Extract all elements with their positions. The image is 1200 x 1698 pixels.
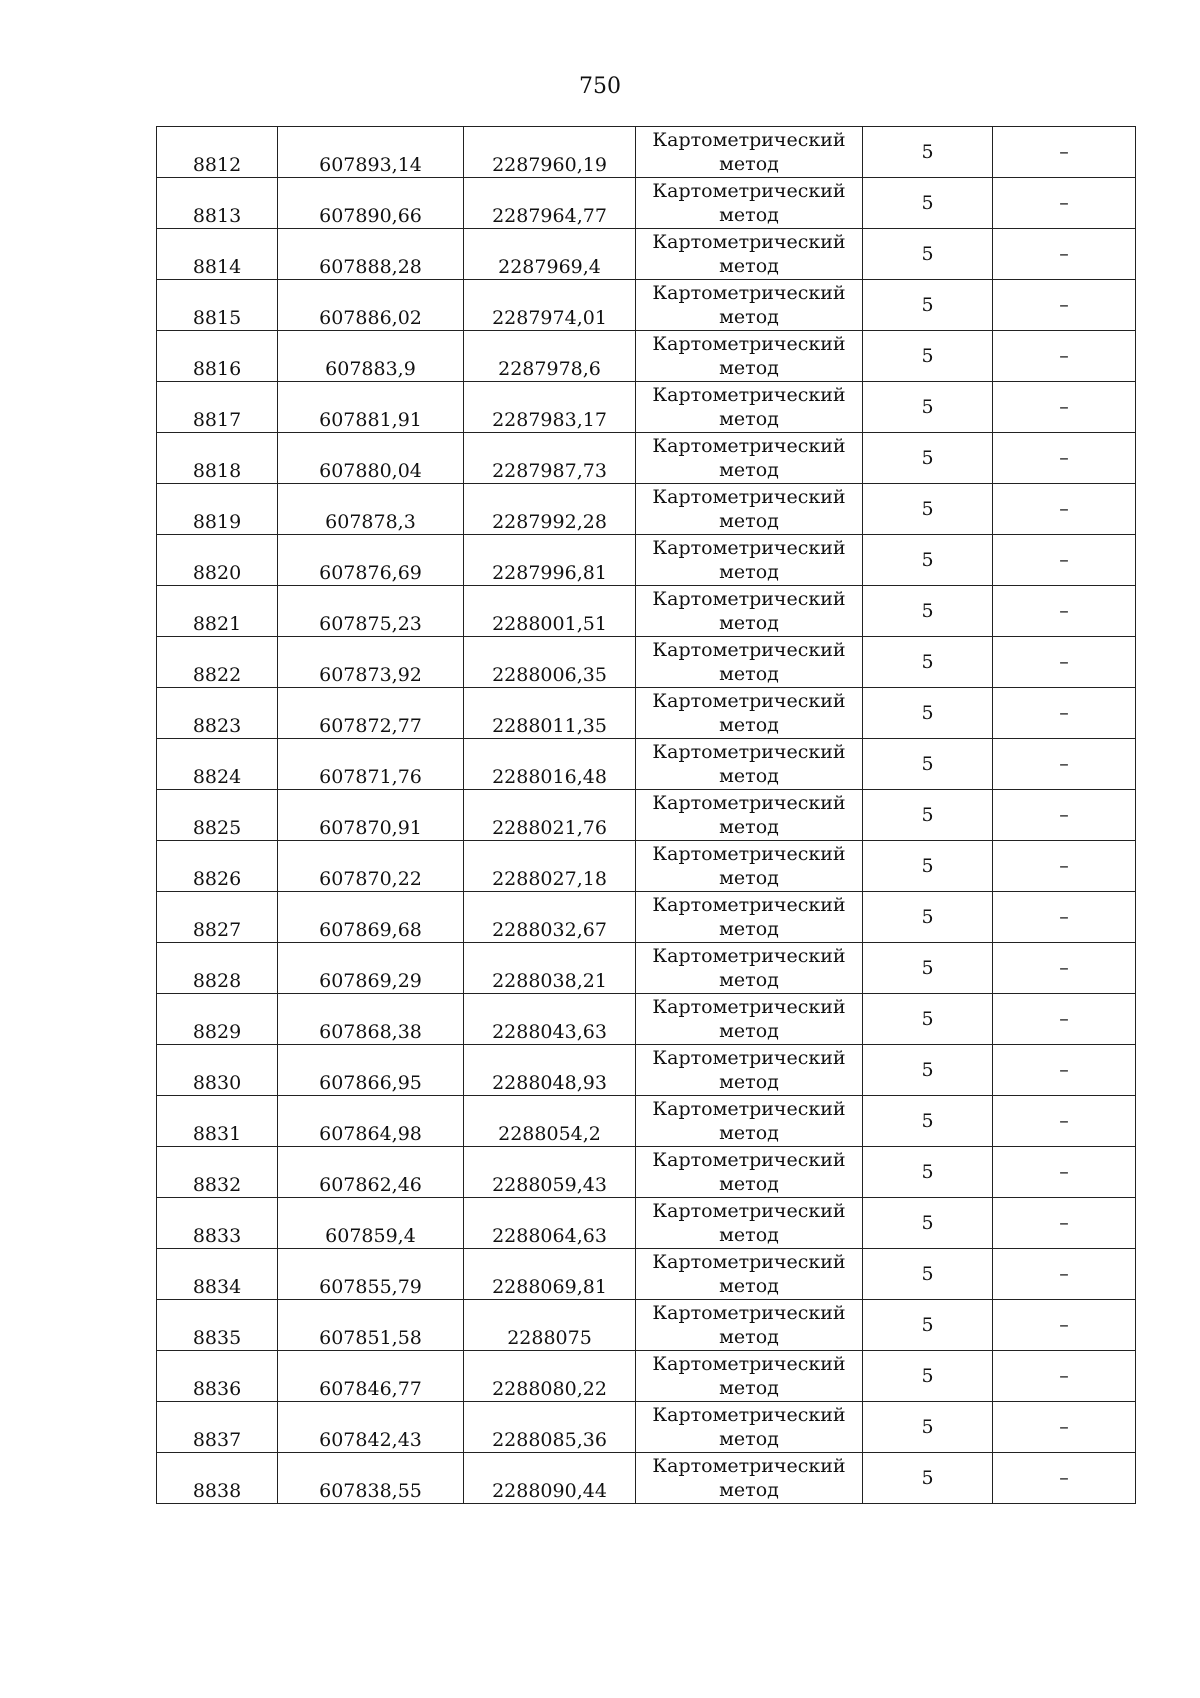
method-cell bbox=[636, 229, 863, 280]
accuracy-cell: 5 bbox=[863, 688, 993, 739]
y-coordinate-cell: 2288048,93 bbox=[464, 1045, 636, 1096]
x-coordinate-cell: 607880,04 bbox=[278, 433, 464, 484]
table-row bbox=[157, 637, 1136, 688]
table-row bbox=[157, 1351, 1136, 1402]
method-line-1: Картометрический bbox=[652, 945, 846, 967]
x-coordinate-cell: 607870,91 bbox=[278, 790, 464, 841]
x-coordinate-cell: 607893,14 bbox=[278, 127, 464, 178]
y-coordinate-cell: 2288001,51 bbox=[464, 586, 636, 637]
table-row bbox=[157, 535, 1136, 586]
x-coordinate-cell: 607881,91 bbox=[278, 382, 464, 433]
accuracy-cell: 5 bbox=[863, 1249, 993, 1300]
note-cell: – bbox=[993, 280, 1136, 331]
table-row bbox=[157, 1147, 1136, 1198]
x-coordinate-cell: 607846,77 bbox=[278, 1351, 464, 1402]
y-coordinate-cell: 2287964,77 bbox=[464, 178, 636, 229]
method-line-2: метод bbox=[719, 510, 779, 532]
accuracy-cell: 5 bbox=[863, 229, 993, 280]
x-coordinate-cell: 607851,58 bbox=[278, 1300, 464, 1351]
method-line-1: Картометрический bbox=[652, 690, 846, 712]
point-number-cell: 8817 bbox=[157, 382, 278, 433]
note-cell: – bbox=[993, 1453, 1136, 1504]
method-line-2: метод bbox=[719, 1122, 779, 1144]
point-number-cell: 8824 bbox=[157, 739, 278, 790]
y-coordinate-cell: 2288016,48 bbox=[464, 739, 636, 790]
method-cell bbox=[636, 433, 863, 484]
point-number-cell: 8820 bbox=[157, 535, 278, 586]
point-number-cell: 8826 bbox=[157, 841, 278, 892]
point-number-cell: 8835 bbox=[157, 1300, 278, 1351]
method-line-2: метод bbox=[719, 1020, 779, 1042]
method-cell bbox=[636, 1147, 863, 1198]
method-cell bbox=[636, 280, 863, 331]
method-line-2: метод bbox=[719, 306, 779, 328]
table-row bbox=[157, 1096, 1136, 1147]
table-row bbox=[157, 994, 1136, 1045]
y-coordinate-cell: 2287969,4 bbox=[464, 229, 636, 280]
coordinates-table bbox=[156, 126, 1136, 1504]
accuracy-cell: 5 bbox=[863, 637, 993, 688]
method-line-2: метод bbox=[719, 1326, 779, 1348]
method-line-1: Картометрический bbox=[652, 282, 846, 304]
method-cell bbox=[636, 1096, 863, 1147]
x-coordinate-cell: 607878,3 bbox=[278, 484, 464, 535]
accuracy-cell: 5 bbox=[863, 994, 993, 1045]
x-coordinate-cell: 607875,23 bbox=[278, 586, 464, 637]
point-number-cell: 8825 bbox=[157, 790, 278, 841]
table-row bbox=[157, 1300, 1136, 1351]
method-line-1: Картометрический bbox=[652, 1098, 846, 1120]
table-row bbox=[157, 331, 1136, 382]
y-coordinate-cell: 2287987,73 bbox=[464, 433, 636, 484]
method-line-1: Картометрический bbox=[652, 1302, 846, 1324]
y-coordinate-cell: 2288069,81 bbox=[464, 1249, 636, 1300]
accuracy-cell: 5 bbox=[863, 178, 993, 229]
x-coordinate-cell: 607872,77 bbox=[278, 688, 464, 739]
method-line-1: Картометрический bbox=[652, 741, 846, 763]
note-cell: – bbox=[993, 331, 1136, 382]
method-cell bbox=[636, 484, 863, 535]
y-coordinate-cell: 2288021,76 bbox=[464, 790, 636, 841]
point-number-cell: 8833 bbox=[157, 1198, 278, 1249]
note-cell: – bbox=[993, 178, 1136, 229]
method-line-2: метод bbox=[719, 918, 779, 940]
method-cell bbox=[636, 331, 863, 382]
accuracy-cell: 5 bbox=[863, 331, 993, 382]
note-cell: – bbox=[993, 484, 1136, 535]
accuracy-cell: 5 bbox=[863, 1300, 993, 1351]
x-coordinate-cell: 607870,22 bbox=[278, 841, 464, 892]
method-line-1: Картометрический bbox=[652, 435, 846, 457]
method-cell bbox=[636, 841, 863, 892]
table-row bbox=[157, 1249, 1136, 1300]
point-number-cell: 8823 bbox=[157, 688, 278, 739]
note-cell: – bbox=[993, 892, 1136, 943]
method-line-2: метод bbox=[719, 204, 779, 226]
accuracy-cell: 5 bbox=[863, 1198, 993, 1249]
note-cell: – bbox=[993, 1147, 1136, 1198]
y-coordinate-cell: 2288011,35 bbox=[464, 688, 636, 739]
note-cell: – bbox=[993, 535, 1136, 586]
method-line-1: Картометрический bbox=[652, 1353, 846, 1375]
method-line-2: метод bbox=[719, 1071, 779, 1093]
method-line-1: Картометрический bbox=[652, 384, 846, 406]
method-line-2: метод bbox=[719, 714, 779, 736]
note-cell: – bbox=[993, 739, 1136, 790]
method-line-2: метод bbox=[719, 1428, 779, 1450]
table-row bbox=[157, 1198, 1136, 1249]
method-cell bbox=[636, 535, 863, 586]
table-row bbox=[157, 790, 1136, 841]
method-cell bbox=[636, 739, 863, 790]
table-row bbox=[157, 739, 1136, 790]
y-coordinate-cell: 2288032,67 bbox=[464, 892, 636, 943]
note-cell: – bbox=[993, 1249, 1136, 1300]
accuracy-cell: 5 bbox=[863, 1402, 993, 1453]
note-cell: – bbox=[993, 943, 1136, 994]
accuracy-cell: 5 bbox=[863, 1453, 993, 1504]
x-coordinate-cell: 607868,38 bbox=[278, 994, 464, 1045]
table-row bbox=[157, 1045, 1136, 1096]
method-cell bbox=[636, 178, 863, 229]
x-coordinate-cell: 607883,9 bbox=[278, 331, 464, 382]
y-coordinate-cell: 2288038,21 bbox=[464, 943, 636, 994]
table-row bbox=[157, 382, 1136, 433]
x-coordinate-cell: 607864,98 bbox=[278, 1096, 464, 1147]
x-coordinate-cell: 607859,4 bbox=[278, 1198, 464, 1249]
table-row bbox=[157, 688, 1136, 739]
accuracy-cell: 5 bbox=[863, 484, 993, 535]
note-cell: – bbox=[993, 688, 1136, 739]
method-cell bbox=[636, 586, 863, 637]
note-cell: – bbox=[993, 994, 1136, 1045]
method-cell bbox=[636, 1300, 863, 1351]
method-line-2: метод bbox=[719, 255, 779, 277]
y-coordinate-cell: 2287983,17 bbox=[464, 382, 636, 433]
table-row bbox=[157, 229, 1136, 280]
note-cell: – bbox=[993, 433, 1136, 484]
note-cell: – bbox=[993, 637, 1136, 688]
point-number-cell: 8829 bbox=[157, 994, 278, 1045]
method-line-1: Картометрический bbox=[652, 588, 846, 610]
x-coordinate-cell: 607869,29 bbox=[278, 943, 464, 994]
x-coordinate-cell: 607890,66 bbox=[278, 178, 464, 229]
note-cell: – bbox=[993, 586, 1136, 637]
point-number-cell: 8827 bbox=[157, 892, 278, 943]
table-row bbox=[157, 484, 1136, 535]
point-number-cell: 8828 bbox=[157, 943, 278, 994]
method-line-1: Картометрический bbox=[652, 486, 846, 508]
point-number-cell: 8831 bbox=[157, 1096, 278, 1147]
method-cell bbox=[636, 1045, 863, 1096]
table-row bbox=[157, 841, 1136, 892]
method-cell bbox=[636, 892, 863, 943]
method-cell bbox=[636, 637, 863, 688]
y-coordinate-cell: 2288080,22 bbox=[464, 1351, 636, 1402]
note-cell: – bbox=[993, 1198, 1136, 1249]
note-cell: – bbox=[993, 1045, 1136, 1096]
method-cell bbox=[636, 1351, 863, 1402]
point-number-cell: 8836 bbox=[157, 1351, 278, 1402]
x-coordinate-cell: 607866,95 bbox=[278, 1045, 464, 1096]
method-line-1: Картометрический bbox=[652, 129, 846, 151]
accuracy-cell: 5 bbox=[863, 1045, 993, 1096]
method-cell bbox=[636, 1198, 863, 1249]
y-coordinate-cell: 2287992,28 bbox=[464, 484, 636, 535]
point-number-cell: 8818 bbox=[157, 433, 278, 484]
table-row bbox=[157, 280, 1136, 331]
method-line-2: метод bbox=[719, 969, 779, 991]
note-cell: – bbox=[993, 1096, 1136, 1147]
accuracy-cell: 5 bbox=[863, 841, 993, 892]
method-line-2: метод bbox=[719, 765, 779, 787]
table-row bbox=[157, 586, 1136, 637]
method-line-2: метод bbox=[719, 459, 779, 481]
accuracy-cell: 5 bbox=[863, 790, 993, 841]
accuracy-cell: 5 bbox=[863, 382, 993, 433]
note-cell: – bbox=[993, 382, 1136, 433]
table-row bbox=[157, 943, 1136, 994]
method-line-2: метод bbox=[719, 561, 779, 583]
method-line-1: Картометрический bbox=[652, 537, 846, 559]
note-cell: – bbox=[993, 1351, 1136, 1402]
method-cell bbox=[636, 1453, 863, 1504]
table-row bbox=[157, 178, 1136, 229]
method-cell bbox=[636, 1249, 863, 1300]
method-cell bbox=[636, 382, 863, 433]
accuracy-cell: 5 bbox=[863, 739, 993, 790]
method-line-1: Картометрический bbox=[652, 1047, 846, 1069]
method-line-1: Картометрический bbox=[652, 996, 846, 1018]
y-coordinate-cell: 2287978,6 bbox=[464, 331, 636, 382]
method-line-1: Картометрический bbox=[652, 1404, 846, 1426]
x-coordinate-cell: 607862,46 bbox=[278, 1147, 464, 1198]
x-coordinate-cell: 607838,55 bbox=[278, 1453, 464, 1504]
accuracy-cell: 5 bbox=[863, 1096, 993, 1147]
method-line-1: Картометрический bbox=[652, 180, 846, 202]
accuracy-cell: 5 bbox=[863, 1147, 993, 1198]
method-line-2: метод bbox=[719, 1173, 779, 1195]
method-line-2: метод bbox=[719, 1479, 779, 1501]
method-line-2: метод bbox=[719, 153, 779, 175]
method-line-2: метод bbox=[719, 408, 779, 430]
table-row bbox=[157, 1402, 1136, 1453]
y-coordinate-cell: 2288043,63 bbox=[464, 994, 636, 1045]
y-coordinate-cell: 2287974,01 bbox=[464, 280, 636, 331]
point-number-cell: 8834 bbox=[157, 1249, 278, 1300]
table-row bbox=[157, 892, 1136, 943]
accuracy-cell: 5 bbox=[863, 943, 993, 994]
point-number-cell: 8838 bbox=[157, 1453, 278, 1504]
method-line-1: Картометрический bbox=[652, 1149, 846, 1171]
note-cell: – bbox=[993, 841, 1136, 892]
x-coordinate-cell: 607871,76 bbox=[278, 739, 464, 790]
table-row bbox=[157, 1453, 1136, 1504]
y-coordinate-cell: 2287960,19 bbox=[464, 127, 636, 178]
y-coordinate-cell: 2288059,43 bbox=[464, 1147, 636, 1198]
y-coordinate-cell: 2287996,81 bbox=[464, 535, 636, 586]
note-cell: – bbox=[993, 127, 1136, 178]
method-line-2: метод bbox=[719, 663, 779, 685]
method-line-1: Картометрический bbox=[652, 894, 846, 916]
method-cell bbox=[636, 688, 863, 739]
point-number-cell: 8813 bbox=[157, 178, 278, 229]
accuracy-cell: 5 bbox=[863, 280, 993, 331]
accuracy-cell: 5 bbox=[863, 535, 993, 586]
point-number-cell: 8812 bbox=[157, 127, 278, 178]
accuracy-cell: 5 bbox=[863, 1351, 993, 1402]
point-number-cell: 8832 bbox=[157, 1147, 278, 1198]
y-coordinate-cell: 2288085,36 bbox=[464, 1402, 636, 1453]
method-line-1: Картометрический bbox=[652, 333, 846, 355]
method-line-2: метод bbox=[719, 1377, 779, 1399]
method-line-2: метод bbox=[719, 612, 779, 634]
x-coordinate-cell: 607876,69 bbox=[278, 535, 464, 586]
method-line-1: Картометрический bbox=[652, 1200, 846, 1222]
x-coordinate-cell: 607869,68 bbox=[278, 892, 464, 943]
x-coordinate-cell: 607842,43 bbox=[278, 1402, 464, 1453]
y-coordinate-cell: 2288064,63 bbox=[464, 1198, 636, 1249]
accuracy-cell: 5 bbox=[863, 586, 993, 637]
y-coordinate-cell: 2288075 bbox=[464, 1300, 636, 1351]
y-coordinate-cell: 2288027,18 bbox=[464, 841, 636, 892]
method-line-1: Картометрический bbox=[652, 231, 846, 253]
method-line-1: Картометрический bbox=[652, 843, 846, 865]
note-cell: – bbox=[993, 790, 1136, 841]
method-cell bbox=[636, 790, 863, 841]
x-coordinate-cell: 607855,79 bbox=[278, 1249, 464, 1300]
page-number: 750 bbox=[579, 74, 621, 99]
method-cell bbox=[636, 943, 863, 994]
method-cell bbox=[636, 1402, 863, 1453]
y-coordinate-cell: 2288054,2 bbox=[464, 1096, 636, 1147]
method-line-2: метод bbox=[719, 1275, 779, 1297]
table-row bbox=[157, 433, 1136, 484]
point-number-cell: 8830 bbox=[157, 1045, 278, 1096]
y-coordinate-cell: 2288090,44 bbox=[464, 1453, 636, 1504]
method-line-2: метод bbox=[719, 1224, 779, 1246]
method-cell bbox=[636, 994, 863, 1045]
method-line-1: Картометрический bbox=[652, 639, 846, 661]
method-line-1: Картометрический bbox=[652, 1251, 846, 1273]
note-cell: – bbox=[993, 229, 1136, 280]
note-cell: – bbox=[993, 1402, 1136, 1453]
accuracy-cell: 5 bbox=[863, 892, 993, 943]
method-line-2: метод bbox=[719, 816, 779, 838]
x-coordinate-cell: 607888,28 bbox=[278, 229, 464, 280]
x-coordinate-cell: 607886,02 bbox=[278, 280, 464, 331]
method-line-1: Картометрический bbox=[652, 792, 846, 814]
method-line-1: Картометрический bbox=[652, 1455, 846, 1477]
method-cell bbox=[636, 127, 863, 178]
coordinates-table-body bbox=[157, 127, 1136, 1504]
accuracy-cell: 5 bbox=[863, 433, 993, 484]
point-number-cell: 8821 bbox=[157, 586, 278, 637]
table-row bbox=[157, 127, 1136, 178]
x-coordinate-cell: 607873,92 bbox=[278, 637, 464, 688]
point-number-cell: 8837 bbox=[157, 1402, 278, 1453]
point-number-cell: 8815 bbox=[157, 280, 278, 331]
point-number-cell: 8814 bbox=[157, 229, 278, 280]
point-number-cell: 8822 bbox=[157, 637, 278, 688]
method-line-2: метод bbox=[719, 867, 779, 889]
y-coordinate-cell: 2288006,35 bbox=[464, 637, 636, 688]
note-cell: – bbox=[993, 1300, 1136, 1351]
point-number-cell: 8819 bbox=[157, 484, 278, 535]
method-line-2: метод bbox=[719, 357, 779, 379]
accuracy-cell: 5 bbox=[863, 127, 993, 178]
point-number-cell: 8816 bbox=[157, 331, 278, 382]
